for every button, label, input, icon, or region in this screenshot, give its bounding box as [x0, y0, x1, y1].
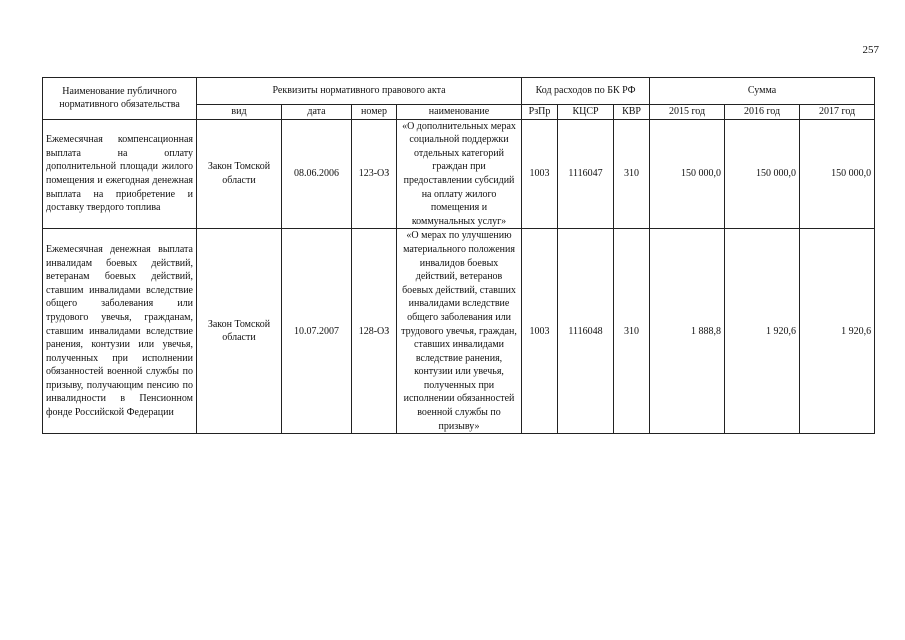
- header-type: вид: [197, 105, 282, 120]
- header-obligation-name: Наименование публичного нормативного обязательства: [43, 78, 197, 120]
- kvr-cell: 310: [614, 119, 650, 229]
- obligations-table: [42, 77, 875, 434]
- header-expense-code: Код расходов по БК РФ: [522, 78, 650, 105]
- header-rzpr: РзПр: [522, 105, 558, 120]
- kcsr-cell: 1116048: [558, 229, 614, 434]
- header-kvr: КВР: [614, 105, 650, 120]
- act-type-cell: Закон Томской области: [197, 119, 282, 229]
- act-number-cell: 128-ОЗ: [352, 229, 397, 434]
- header-2017: 2017 год: [800, 105, 875, 120]
- act-date-cell: 10.07.2007: [282, 229, 352, 434]
- header-act-requisites: Реквизиты нормативного правового акта: [197, 78, 522, 105]
- header-2015: 2015 год: [650, 105, 725, 120]
- amount-2015-cell: 1 888,8: [650, 229, 725, 434]
- header-date: дата: [282, 105, 352, 120]
- header-kcsr: КЦСР: [558, 105, 614, 120]
- amount-2016-cell: 1 920,6: [725, 229, 800, 434]
- act-date-cell: 08.06.2006: [282, 119, 352, 229]
- obligation-cell: Ежемесячная денежная выплата инвалидам боевых действий, ветеранам боевых действий, ставшим инвалидами вследствие общего заболевания или трудового увечья, гражданам, ставшим инвалидами вследствие ранения, контузии или увечья, полученных при исполнении обязанностей военной службы по призыву, получающим пенсию по инвалидности в Пенсионном фонде Российской Федерации: [43, 229, 197, 434]
- act-name-cell: «О дополнительных мерах социальной поддержки отдельных категорий граждан при предоставлении субсидий на оплату жилого помещения и коммунальных услуг»: [397, 119, 522, 229]
- header-2016: 2016 год: [725, 105, 800, 120]
- table-row: [43, 119, 875, 229]
- header-number: номер: [352, 105, 397, 120]
- kvr-cell: 310: [614, 229, 650, 434]
- page-number: 257: [862, 44, 879, 56]
- rzpr-cell: 1003: [522, 119, 558, 229]
- amount-2015-cell: 150 000,0: [650, 119, 725, 229]
- obligation-cell: Ежемесячная компенсационная выплата на оплату дополнительной площади жилого помещения и ежегодная денежная выплата на приобретение и доставку твердого топлива: [43, 119, 197, 229]
- act-name-cell: «О мерах по улучшению материального положения инвалидов боевых действий, ветеранов боевых действий, ставших инвалидами вследствие общего заболевания или трудового увечья, граждан, ставших инвалидами вследствие ранения, контузии или увечья, полученных при исполнении обязанностей военной службы по призыву»: [397, 229, 522, 434]
- act-type-cell: Закон Томской области: [197, 229, 282, 434]
- header-name: наименование: [397, 105, 522, 120]
- table-row: [43, 229, 875, 434]
- rzpr-cell: 1003: [522, 229, 558, 434]
- act-number-cell: 123-ОЗ: [352, 119, 397, 229]
- amount-2016-cell: 150 000,0: [725, 119, 800, 229]
- amount-2017-cell: 150 000,0: [800, 119, 875, 229]
- header-amount: Сумма: [650, 78, 875, 105]
- amount-2017-cell: 1 920,6: [800, 229, 875, 434]
- table-header-row: [43, 78, 875, 105]
- kcsr-cell: 1116047: [558, 119, 614, 229]
